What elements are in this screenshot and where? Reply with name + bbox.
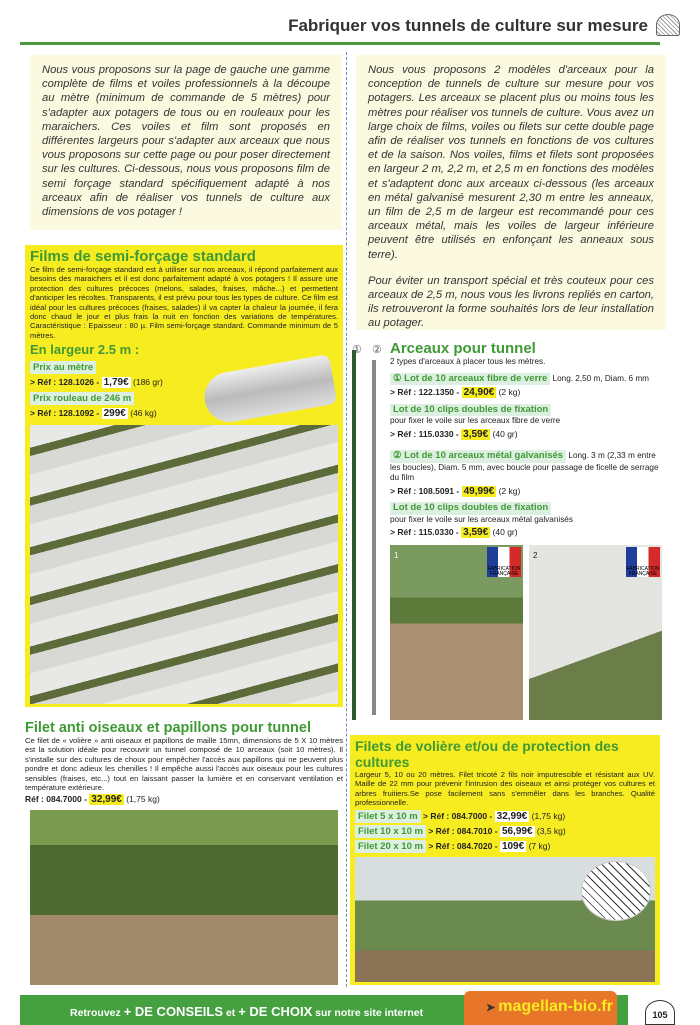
photo-number: 1 — [394, 550, 399, 560]
option — [30, 388, 163, 419]
item-label: ② Lot de 10 arceaux métal galvanisés — [390, 450, 566, 463]
section-subtitle: 2 types d'arceaux à placer tous les mètres. — [390, 357, 546, 366]
french-flag-badge: FABRICATION FRANÇAISE — [487, 547, 521, 577]
option-label: Filet 10 x 10 m — [355, 825, 426, 838]
weight: (3,5 kg) — [536, 825, 566, 836]
voliere-option — [355, 840, 655, 853]
section-title: Filets de volière et/ou de protection des cultures — [355, 738, 619, 770]
weight: (1,75 kg) — [126, 794, 160, 805]
section-title: Films de semi-forçage standard — [30, 248, 256, 265]
intro-left — [30, 55, 342, 230]
footer-text: sur notre site internet — [315, 1007, 424, 1019]
website-link[interactable] — [464, 991, 617, 1025]
weight: (1,75 kg) — [531, 810, 566, 821]
voliere-option — [355, 810, 655, 823]
option-label: Prix rouleau de 246 m — [30, 392, 134, 405]
ref: > Réf : 122.1350 - — [390, 387, 460, 397]
weight: (7 kg) — [528, 840, 551, 851]
item-desc: Long. 3 m (2,33 m entre les boucles), Diam. 5 mm, avec boucle pour passage de ficelle de serrage du film — [390, 451, 659, 482]
cursor-icon: ➤ — [486, 1002, 499, 1014]
photo-number: 2 — [533, 550, 538, 560]
page-title: Fabriquer vos tunnels de culture sur mesure — [288, 16, 648, 35]
ref: Réf : 084.7000 - — [25, 794, 87, 805]
item-label: Lot de 10 clips doubles de fixation — [390, 502, 551, 515]
price: 24,90€ — [463, 387, 495, 398]
arceaux-section — [352, 340, 662, 720]
price: 299€ — [103, 408, 126, 420]
weight: (40 gr) — [492, 527, 518, 537]
intro-text: Nous vous proposons 2 modèles d'arceaux pour la conception de tunnels de culture sur mesure pour vos potagers. Les arceaux se placent plus ou moins tous les mètres pour réaliser vos tunnels de culture. Vous avez un large choix de films, voiles ou filets sur cette double page afin de réaliser vos tunnels en fonctions de vos cultures et de la saison. Nos voiles, films et filets sont proposées en largeur 2 m, 2,2 m, et 2,5 m en fonctions des modèles et s'adaptent donc aux arceaux ci-dessous (les arceaux en métal galvanisé mesurent 2,30 m entre les anneaux, un film de 2,5 m de largeur est recommandé pour ces arceaux métal, mais les voiles de largeur inférieure peuvent être utilisés en enfonçant les anneaux sous terre). — [368, 64, 654, 261]
arceaux-item — [390, 401, 662, 441]
item-desc: pour fixer le voile sur les arceaux fibre de verre — [390, 416, 561, 425]
price: 32,99€ — [496, 810, 528, 822]
footer-text: + DE CHOIX — [238, 1004, 313, 1019]
net-icon — [656, 14, 680, 36]
weight: (2 kg) — [498, 387, 521, 397]
weight: (2 kg) — [498, 485, 521, 496]
website-text: magellan-bio.fr — [498, 998, 613, 1015]
price: 3,59€ — [463, 527, 489, 538]
intro-text: Nous vous proposons sur la page de gauche une gamme complète de films et voiles professionnels à la découpe au mètre (minimum de commande de 5 mètres) pour s'adapter aux potagers de tous ou en rouleaux pour les maraichers. Ces voiles et film sont proposés en différentes largeurs pour s'adapter aux arceaux que nous vous proposons sur cette page ou pour poser directement sur les cultures. Ci-dessous, nous vous proposons film de semi forçage standard spécifiquement adapté à nos arceaux afin de réaliser vos tunnels de culture aux dimensions de vos potager ! — [42, 64, 330, 219]
price: 32,99€ — [91, 794, 122, 806]
films-options — [30, 357, 338, 419]
voliere-section — [350, 735, 660, 985]
item-label: Lot de 10 clips doubles de fixation — [390, 404, 551, 417]
arceaux-item — [390, 447, 662, 497]
net-tunnel-photo — [30, 810, 338, 985]
price: 1,79€ — [103, 377, 129, 389]
films-option-list — [30, 357, 163, 419]
intro-text: Pour éviter un transport spécial et très couteux pour ces arceaux de 2,5 m, nous vous les livrons repliés en carton, ils retrouveront la forme souhaités lors de leur installation au potager. — [368, 274, 654, 330]
section-title: Arceaux pour tunnel — [390, 340, 536, 357]
weight: (186 gr) — [133, 377, 163, 388]
price: 49,99€ — [463, 485, 495, 497]
ref: > Réf : 108.5091 - — [390, 485, 460, 496]
footer-text: Retrouvez — [70, 1007, 121, 1019]
footer-text: et — [225, 1007, 236, 1019]
option-label: Filet 20 x 10 m — [355, 840, 426, 853]
column-divider — [346, 52, 347, 987]
voliere-photo — [355, 857, 655, 982]
ref: > Réf : 084.7000 - — [423, 810, 493, 821]
page-number: 105 — [645, 1000, 675, 1025]
ref: > Réf : 084.7020 - — [428, 840, 498, 851]
footer-text: + DE CONSEILS — [123, 1004, 224, 1019]
voliere-option — [355, 825, 655, 838]
price: 56,99€ — [501, 825, 533, 837]
french-flag-badge: FABRICATION FRANÇAISE — [626, 547, 660, 577]
item-label: ① Lot de 10 arceaux fibre de verre — [390, 373, 550, 386]
film-roll-image — [201, 354, 338, 426]
films-section — [25, 245, 343, 707]
tunnels-photo — [30, 425, 338, 704]
ref: > Réf : 128.1026 - — [30, 377, 100, 388]
section-desc: Ce film de semi-forçage standard est à utiliser sur nos arceaux, il répond parfaitement aux besoins des maraichers et il est donc parfaitement adapté à vos potagers ! Il assure une protection des cultures précoces (melons, salades, fraises, mâche...) et permettent d'anticiper les récoltes. Transparents, il est prévu pour tous les types de culture. Ce film est idéal pour les cultures précoces (fraises, salades) il va capter la chaleur la journée, il fera donc chaud le jour et plus frais la nuit en fonction des variations de températures. Caractéristique : Epaisseur : 80 µ. Film semi-forçage standard. Commande minimum de 5 mètres. — [30, 265, 338, 340]
section-title: Filet anti oiseaux et papillons pour tunnel — [25, 720, 311, 736]
arceaux-item — [390, 499, 662, 539]
arceaux-item — [390, 370, 662, 399]
width-label: En largeur 2.5 m : — [30, 342, 140, 358]
option — [30, 357, 163, 388]
weight: (40 gr) — [492, 428, 518, 439]
section-desc: Ce filet de « volière » anti oiseaux et papillons de maille 15mn, dimensions de 5 X 10 mètres est la solution idéale pour recouvrir un tunnel composé de 10 arceaux (soit 10 mètres). Il s'installe sur des cultures de choux pour empêcher l'accès aux papillons qui ne peuvent plus pondre et donc adieux les chenilles ! Il empêche aussi l'accès aux oiseaux pour les cultures sensibles (fraises, etc...) tout en laissant passer la lumière et en conservant ventilation et température extérieure. — [25, 736, 343, 793]
net-sample-image — [581, 861, 651, 921]
hoops-photo-2 — [529, 545, 662, 721]
option-label: Filet 5 x 10 m — [355, 810, 421, 823]
ref: > Réf : 115.0330 - — [390, 527, 459, 537]
weight: (46 kg) — [130, 408, 157, 419]
ref: > Réf : 084.7010 - — [428, 825, 498, 836]
ref: > Réf : 115.0330 - — [390, 428, 459, 439]
hoops-photo-1 — [390, 545, 523, 721]
price: 109€ — [501, 840, 525, 852]
item-desc: pour fixer le voile sur les arceaux métal galvanisés — [390, 514, 573, 524]
item-desc: Long. 2,50 m, Diam. 6 mm — [552, 373, 649, 383]
price: 3,59€ — [463, 428, 489, 440]
title-divider — [20, 42, 660, 45]
marker-1: ① — [352, 344, 362, 356]
marker-2: ② — [372, 344, 382, 356]
filet-section — [25, 720, 343, 985]
option-label: Prix au mètre — [30, 361, 96, 374]
ref: > Réf : 128.1092 - — [30, 408, 100, 419]
section-desc: Largeur 5, 10 ou 20 mètres. Filet tricoté 2 fils noir imputrescible et résistant aux UV. Maille de 22 mm pour prévenir l'intrusion des oiseaux et ainsi protéger vos cultures et arbres fruitiers.Se pose facilement sans s'emmêler dans les branches. Qualité professionnelle. — [355, 770, 655, 808]
intro-right — [356, 55, 666, 330]
